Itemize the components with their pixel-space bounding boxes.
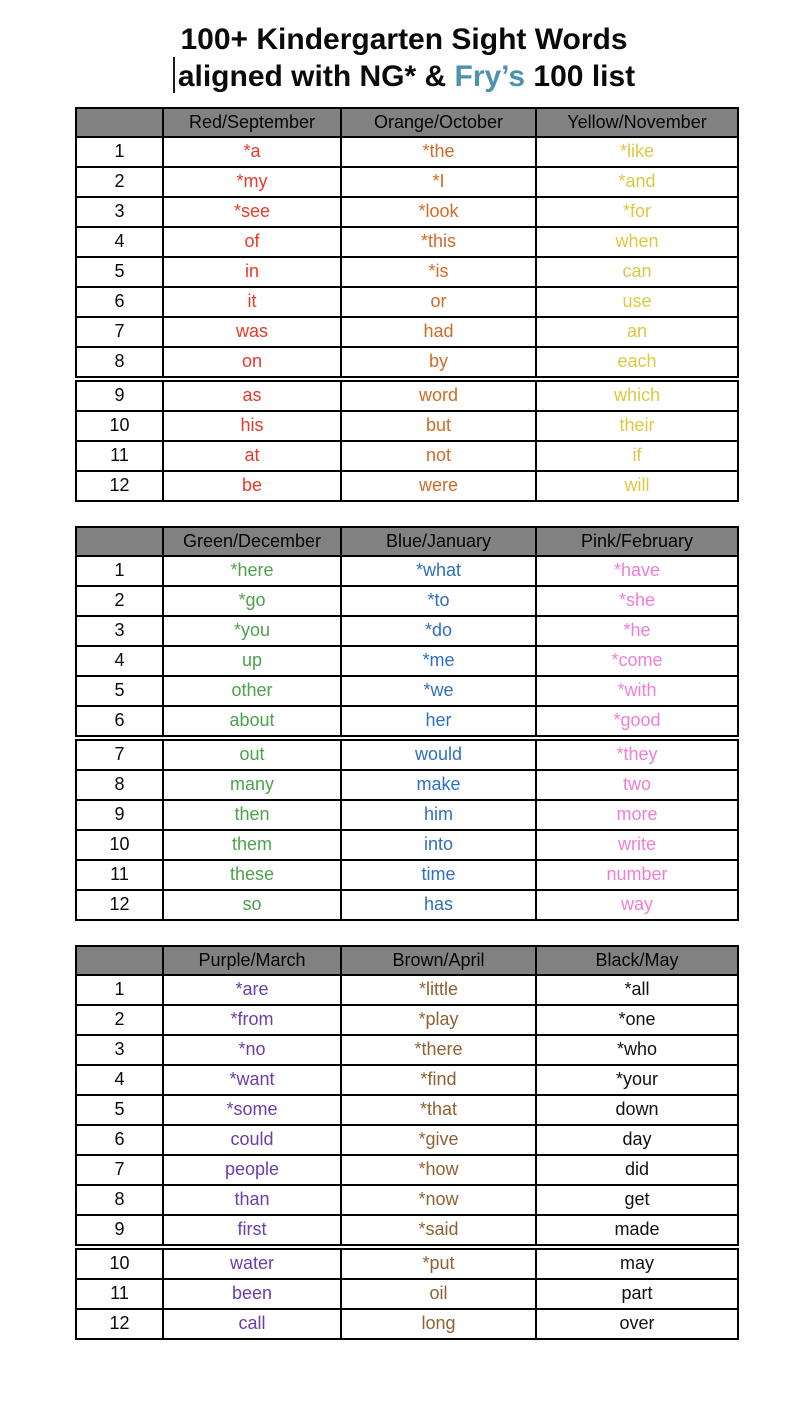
sight-word: *do xyxy=(341,616,536,646)
row-number: 4 xyxy=(76,1065,163,1095)
row-number: 10 xyxy=(76,411,163,441)
sight-word: has xyxy=(341,890,536,920)
table-header-row xyxy=(76,108,738,137)
sight-word: *here xyxy=(163,556,341,586)
document-title xyxy=(0,0,808,95)
sight-word: write xyxy=(536,830,738,860)
sight-word: in xyxy=(163,257,341,287)
sight-word: *are xyxy=(163,975,341,1005)
row-number: 8 xyxy=(76,770,163,800)
header-empty-cell xyxy=(76,946,163,975)
table-header-row xyxy=(76,527,738,556)
sight-word: *look xyxy=(341,197,536,227)
sight-word: as xyxy=(163,381,341,411)
table-row xyxy=(76,1249,738,1279)
row-number: 2 xyxy=(76,167,163,197)
table-row xyxy=(76,471,738,501)
table-row xyxy=(76,1035,738,1065)
sight-word: two xyxy=(536,770,738,800)
sight-word: not xyxy=(341,441,536,471)
sight-word: if xyxy=(536,441,738,471)
table-header-row xyxy=(76,946,738,975)
column-header: Black/May xyxy=(536,946,738,975)
row-number: 11 xyxy=(76,860,163,890)
sight-word: *from xyxy=(163,1005,341,1035)
sight-word: *and xyxy=(536,167,738,197)
table-row xyxy=(76,1065,738,1095)
sight-word: made xyxy=(536,1215,738,1245)
sight-word: out xyxy=(163,740,341,770)
sight-word: was xyxy=(163,317,341,347)
sight-word: his xyxy=(163,411,341,441)
sight-words-table-winter xyxy=(75,526,739,921)
row-number: 2 xyxy=(76,586,163,616)
table-row xyxy=(76,411,738,441)
row-number: 7 xyxy=(76,740,163,770)
sight-word: *have xyxy=(536,556,738,586)
column-header: Purple/March xyxy=(163,946,341,975)
row-number: 1 xyxy=(76,137,163,167)
table-row xyxy=(76,830,738,860)
row-number: 3 xyxy=(76,197,163,227)
sight-word: *find xyxy=(341,1065,536,1095)
sight-word: over xyxy=(536,1309,738,1339)
row-number: 8 xyxy=(76,1185,163,1215)
row-number: 2 xyxy=(76,1005,163,1035)
sight-word: *he xyxy=(536,616,738,646)
sight-word: up xyxy=(163,646,341,676)
sight-word: *how xyxy=(341,1155,536,1185)
table-row xyxy=(76,586,738,616)
sight-word: long xyxy=(341,1309,536,1339)
sight-word: more xyxy=(536,800,738,830)
sight-word: had xyxy=(341,317,536,347)
table-row xyxy=(76,1185,738,1215)
sight-word: *go xyxy=(163,586,341,616)
sight-word: *with xyxy=(536,676,738,706)
column-header: Brown/April xyxy=(341,946,536,975)
sight-word: time xyxy=(341,860,536,890)
title-line-2-highlight: Fry’s xyxy=(454,60,526,94)
tables-container xyxy=(75,107,737,1340)
sight-word: them xyxy=(163,830,341,860)
table-row xyxy=(76,556,738,586)
table-row xyxy=(76,706,738,736)
sight-word: *that xyxy=(341,1095,536,1125)
text-cursor xyxy=(173,57,175,93)
table-row xyxy=(76,676,738,706)
table-row xyxy=(76,800,738,830)
row-number: 4 xyxy=(76,227,163,257)
sight-word: could xyxy=(163,1125,341,1155)
sight-word: be xyxy=(163,471,341,501)
row-number: 8 xyxy=(76,347,163,377)
sight-word: her xyxy=(341,706,536,736)
row-number: 5 xyxy=(76,1095,163,1125)
sight-word: it xyxy=(163,287,341,317)
sight-word: way xyxy=(536,890,738,920)
sight-word: an xyxy=(536,317,738,347)
table-row xyxy=(76,975,738,1005)
table-row xyxy=(76,1095,738,1125)
sight-word: *some xyxy=(163,1095,341,1125)
title-line-1: 100+ Kindergarten Sight Words xyxy=(180,23,628,56)
row-number: 9 xyxy=(76,381,163,411)
sight-word: *no xyxy=(163,1035,341,1065)
row-number: 1 xyxy=(76,556,163,586)
sight-word: would xyxy=(341,740,536,770)
sight-word: but xyxy=(341,411,536,441)
sight-word: *now xyxy=(341,1185,536,1215)
sight-word: when xyxy=(536,227,738,257)
sight-word: *little xyxy=(341,975,536,1005)
sight-word: by xyxy=(341,347,536,377)
sight-word: *the xyxy=(341,137,536,167)
table-row xyxy=(76,381,738,411)
sight-word: into xyxy=(341,830,536,860)
sight-word: did xyxy=(536,1155,738,1185)
sight-word: of xyxy=(163,227,341,257)
sight-word: *to xyxy=(341,586,536,616)
sight-word: were xyxy=(341,471,536,501)
sight-word: day xyxy=(536,1125,738,1155)
row-number: 6 xyxy=(76,1125,163,1155)
sight-words-table-spring xyxy=(75,945,739,1340)
row-number: 11 xyxy=(76,441,163,471)
sight-word: *said xyxy=(341,1215,536,1245)
sight-word: *come xyxy=(536,646,738,676)
sight-word: *one xyxy=(536,1005,738,1035)
table-row xyxy=(76,1155,738,1185)
sight-word: *she xyxy=(536,586,738,616)
sight-word: other xyxy=(163,676,341,706)
row-number: 1 xyxy=(76,975,163,1005)
column-header: Pink/February xyxy=(536,527,738,556)
table-row xyxy=(76,1279,738,1309)
column-header: Orange/October xyxy=(341,108,536,137)
row-number: 5 xyxy=(76,257,163,287)
table-row xyxy=(76,317,738,347)
row-number: 10 xyxy=(76,1249,163,1279)
sight-word: get xyxy=(536,1185,738,1215)
sight-word: been xyxy=(163,1279,341,1309)
sight-words-table-fall xyxy=(75,107,739,502)
sight-word: number xyxy=(536,860,738,890)
sight-word: down xyxy=(536,1095,738,1125)
sight-word: first xyxy=(163,1215,341,1245)
sight-word: *me xyxy=(341,646,536,676)
sight-word: water xyxy=(163,1249,341,1279)
sight-word: which xyxy=(536,381,738,411)
sight-word: *for xyxy=(536,197,738,227)
table-row xyxy=(76,616,738,646)
sight-word: many xyxy=(163,770,341,800)
sight-word: word xyxy=(341,381,536,411)
table-row xyxy=(76,227,738,257)
sight-word: than xyxy=(163,1185,341,1215)
row-number: 9 xyxy=(76,1215,163,1245)
sight-word: *your xyxy=(536,1065,738,1095)
sight-word: on xyxy=(163,347,341,377)
row-number: 10 xyxy=(76,830,163,860)
sight-word: make xyxy=(341,770,536,800)
table-row xyxy=(76,1309,738,1339)
table-row xyxy=(76,860,738,890)
column-header: Green/December xyxy=(163,527,341,556)
column-header: Blue/January xyxy=(341,527,536,556)
table-row xyxy=(76,197,738,227)
row-number: 11 xyxy=(76,1279,163,1309)
row-number: 4 xyxy=(76,646,163,676)
sight-word: *I xyxy=(341,167,536,197)
sight-word: *put xyxy=(341,1249,536,1279)
sight-word: at xyxy=(163,441,341,471)
sight-word: use xyxy=(536,287,738,317)
sight-word: will xyxy=(536,471,738,501)
title-line-2-pre: aligned with NG* & xyxy=(177,60,455,94)
table-row xyxy=(76,1125,738,1155)
column-header: Red/September xyxy=(163,108,341,137)
sight-word: *is xyxy=(341,257,536,287)
row-number: 12 xyxy=(76,471,163,501)
sight-word: their xyxy=(536,411,738,441)
sight-word: *see xyxy=(163,197,341,227)
table-row xyxy=(76,441,738,471)
sight-word: *what xyxy=(341,556,536,586)
sight-word: *who xyxy=(536,1035,738,1065)
table-row xyxy=(76,1215,738,1245)
table-row xyxy=(76,167,738,197)
row-number: 7 xyxy=(76,317,163,347)
table-row xyxy=(76,287,738,317)
row-number: 6 xyxy=(76,706,163,736)
sight-word: or xyxy=(341,287,536,317)
sight-word: then xyxy=(163,800,341,830)
title-line-2-post: 100 list xyxy=(525,60,636,94)
header-empty-cell xyxy=(76,527,163,556)
sight-word: can xyxy=(536,257,738,287)
row-number: 12 xyxy=(76,1309,163,1339)
sight-word: *play xyxy=(341,1005,536,1035)
sight-word: him xyxy=(341,800,536,830)
sight-word: these xyxy=(163,860,341,890)
row-number: 9 xyxy=(76,800,163,830)
sight-word: people xyxy=(163,1155,341,1185)
sight-word: *they xyxy=(536,740,738,770)
row-number: 6 xyxy=(76,287,163,317)
row-number: 3 xyxy=(76,616,163,646)
sight-word: each xyxy=(536,347,738,377)
row-number: 12 xyxy=(76,890,163,920)
table-row xyxy=(76,1005,738,1035)
sight-word: *like xyxy=(536,137,738,167)
sight-word: *my xyxy=(163,167,341,197)
sight-word: *this xyxy=(341,227,536,257)
sight-word: call xyxy=(163,1309,341,1339)
column-header: Yellow/November xyxy=(536,108,738,137)
table-row xyxy=(76,137,738,167)
sight-word: *give xyxy=(341,1125,536,1155)
title-line-2 xyxy=(0,57,808,94)
row-number: 3 xyxy=(76,1035,163,1065)
sight-word: *good xyxy=(536,706,738,736)
table-row xyxy=(76,646,738,676)
sight-word: *you xyxy=(163,616,341,646)
sight-word: about xyxy=(163,706,341,736)
sight-word: *a xyxy=(163,137,341,167)
table-row xyxy=(76,740,738,770)
table-row xyxy=(76,770,738,800)
sight-word: *there xyxy=(341,1035,536,1065)
sight-word: oil xyxy=(341,1279,536,1309)
sight-word: *want xyxy=(163,1065,341,1095)
sight-word: *we xyxy=(341,676,536,706)
row-number: 7 xyxy=(76,1155,163,1185)
sight-word: may xyxy=(536,1249,738,1279)
row-number: 5 xyxy=(76,676,163,706)
table-row xyxy=(76,890,738,920)
sight-word: so xyxy=(163,890,341,920)
table-row xyxy=(76,257,738,287)
header-empty-cell xyxy=(76,108,163,137)
table-row xyxy=(76,347,738,377)
sight-word: part xyxy=(536,1279,738,1309)
sight-word: *all xyxy=(536,975,738,1005)
